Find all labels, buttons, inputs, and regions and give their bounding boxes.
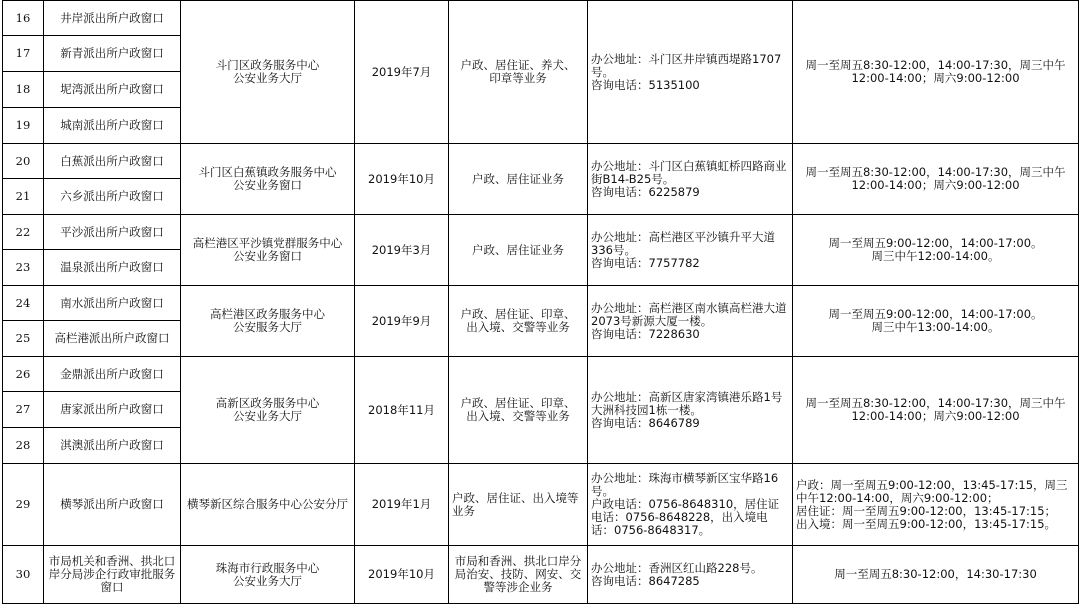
window-name: 六乡派出所户政窗口 bbox=[44, 179, 181, 215]
table-row bbox=[3, 546, 1079, 604]
window-name: 平沙派出所户政窗口 bbox=[44, 215, 181, 250]
open-date: 2019年10月 bbox=[355, 144, 449, 215]
window-name: 白蕉派出所户政窗口 bbox=[44, 144, 181, 179]
window-name: 温泉派出所户政窗口 bbox=[44, 250, 181, 286]
address-contact: 办公地址：高栏港区南水镇高栏港大道2073号新源大厦一楼。 咨询电话：7228630 bbox=[588, 286, 793, 357]
window-name: 横琴派出所户政窗口 bbox=[44, 464, 181, 546]
business-scope: 户政、居住证、出入境等业务 bbox=[449, 464, 588, 546]
row-number: 18 bbox=[3, 72, 44, 108]
window-name: 井岸派出所户政窗口 bbox=[44, 1, 181, 36]
service-center: 斗门区白蕉镇政务服务中心 公安业务窗口 bbox=[181, 144, 355, 215]
table-row bbox=[3, 215, 1079, 250]
service-center: 高栏港区政务服务中心 公安服务大厅 bbox=[181, 286, 355, 357]
business-scope: 户政、居住证业务 bbox=[449, 144, 588, 215]
table-row bbox=[3, 1, 1079, 36]
row-number: 22 bbox=[3, 215, 44, 250]
service-center: 高栏港区平沙镇党群服务中心 公安业务窗口 bbox=[181, 215, 355, 286]
row-number: 19 bbox=[3, 108, 44, 144]
row-number: 20 bbox=[3, 144, 44, 179]
row-number: 17 bbox=[3, 36, 44, 72]
office-hours: 周一至周五9:00-12:00，14:00-17:00。 周三中午12:00-14:00。 bbox=[793, 215, 1079, 286]
address-contact: 办公地址：高新区唐家湾镇港乐路1号大洲科技园1栋一楼。 咨询电话：8646789 bbox=[588, 357, 793, 464]
open-date: 2019年3月 bbox=[355, 215, 449, 286]
address-contact: 办公地址：斗门区井岸镇西堤路1707号。 咨询电话：5135100 bbox=[588, 1, 793, 144]
window-name: 淇澳派出所户政窗口 bbox=[44, 428, 181, 464]
office-hours: 户政：周一至周五9:00-12:00，13:45-17:15，周三中午12:00-14:00，周六9:00-12:00； 居住证：周一至周五9:00-12:00，13:45-17:15； 出入境：周一至周五9:00-12:00，13:45-17:15。 bbox=[793, 464, 1079, 546]
row-number: 21 bbox=[3, 179, 44, 215]
address-contact: 办公地址：珠海市横琴新区宝华路16号。 户政电话：0756-8648310，居住证电话：0756-8648228，出入境电话：0756-8648317。 bbox=[588, 464, 793, 546]
table-row bbox=[3, 464, 1079, 546]
open-date: 2019年9月 bbox=[355, 286, 449, 357]
row-number: 30 bbox=[3, 546, 44, 604]
row-number: 25 bbox=[3, 321, 44, 357]
office-hours: 周一至周五8:30-12:00，14:00-17:30，周三中午12:00-14:00；周六9:00-12:00 bbox=[793, 1, 1079, 144]
office-hours: 周一至周五8:30-12:00，14:00-17:30，周三中午12:00-14:00；周六9:00-12:00 bbox=[793, 144, 1079, 215]
business-scope: 户政、居住证业务 bbox=[449, 215, 588, 286]
open-date: 2019年1月 bbox=[355, 464, 449, 546]
window-name: 新青派出所户政窗口 bbox=[44, 36, 181, 72]
table-row bbox=[3, 144, 1079, 179]
row-number: 16 bbox=[3, 1, 44, 36]
row-number: 29 bbox=[3, 464, 44, 546]
window-name: 金鼎派出所户政窗口 bbox=[44, 357, 181, 392]
business-scope: 户政、居住证、印章、 出入境、交警等业务 bbox=[449, 286, 588, 357]
window-name: 坭湾派出所户政窗口 bbox=[44, 72, 181, 108]
address-contact: 办公地址：香洲区红山路228号。 咨询电话：8647285 bbox=[588, 546, 793, 604]
window-name: 市局机关和香洲、拱北口岸分局涉企行政审批服务窗口 bbox=[44, 546, 181, 604]
service-window-table bbox=[2, 0, 1079, 604]
open-date: 2018年11月 bbox=[355, 357, 449, 464]
open-date: 2019年10月 bbox=[355, 546, 449, 604]
window-name: 城南派出所户政窗口 bbox=[44, 108, 181, 144]
window-name: 唐家派出所户政窗口 bbox=[44, 392, 181, 428]
table-row bbox=[3, 357, 1079, 392]
service-center: 珠海市行政服务中心 公安业务大厅 bbox=[181, 546, 355, 604]
office-hours: 周一至周五8:30-12:00，14:30-17:30 bbox=[793, 546, 1079, 604]
window-name: 南水派出所户政窗口 bbox=[44, 286, 181, 321]
office-hours: 周一至周五8:30-12:00，14:00-17:30，周三中午12:00-14:00；周六9:00-12:00 bbox=[793, 357, 1079, 464]
service-center: 横琴新区综合服务中心公安分厅 bbox=[181, 464, 355, 546]
office-hours: 周一至周五9:00-12:00，14:00-17:00。 周三中午13:00-14:00。 bbox=[793, 286, 1079, 357]
row-number: 26 bbox=[3, 357, 44, 392]
open-date: 2019年7月 bbox=[355, 1, 449, 144]
business-scope: 户政、居住证、养犬、 印章等业务 bbox=[449, 1, 588, 144]
table-row bbox=[3, 286, 1079, 321]
service-center: 斗门区政务服务中心 公安业务大厅 bbox=[181, 1, 355, 144]
row-number: 28 bbox=[3, 428, 44, 464]
row-number: 23 bbox=[3, 250, 44, 286]
window-name: 高栏港派出所户政窗口 bbox=[44, 321, 181, 357]
service-center: 高新区政务服务中心 公安业务大厅 bbox=[181, 357, 355, 464]
address-contact: 办公地址：高栏港区平沙镇升平大道336号。 咨询电话：7757782 bbox=[588, 215, 793, 286]
business-scope: 市局和香洲、拱北口岸分局治安、技防、网安、交警等涉企业务 bbox=[449, 546, 588, 604]
business-scope: 户政、居住证、印章、 出入境、交警等业务 bbox=[449, 357, 588, 464]
row-number: 24 bbox=[3, 286, 44, 321]
row-number: 27 bbox=[3, 392, 44, 428]
address-contact: 办公地址：斗门区白蕉镇虹桥四路商业街B14-B25号。 咨询电话：6225879 bbox=[588, 144, 793, 215]
